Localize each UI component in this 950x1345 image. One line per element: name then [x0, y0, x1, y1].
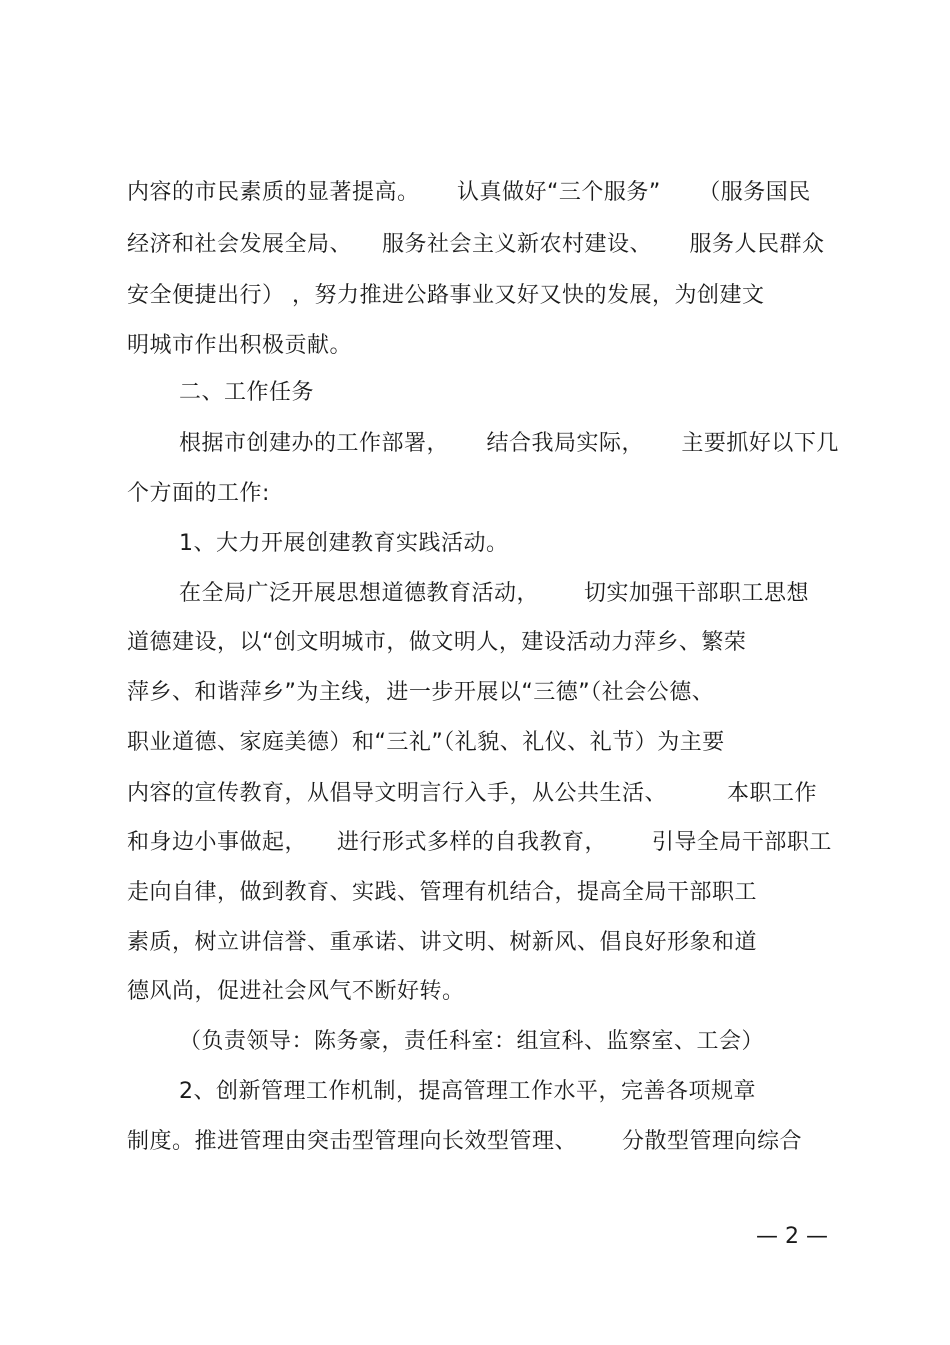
- section-heading: 二、工作任务: [179, 380, 315, 405]
- text-line-9: 在全局广泛开展思想道德教育活动， 切实加强干部职工思想: [179, 581, 809, 606]
- responsibility-note: （负责领导：陈务豪，责任科室：组宣科、监察室、工会）: [179, 1029, 765, 1054]
- item-heading-1: 1、大力开展创建教育实践活动。: [179, 531, 509, 556]
- text-line-12: 职业道德、家庭美德）和“三礼”（礼貌、礼仪、礼节）为主要: [127, 730, 725, 755]
- text-line-1: 内容的市民素质的显著提高。 认真做好“三个服务” （服务国民: [127, 180, 811, 205]
- text-line-17: 德风尚，促进社会风气不断好转。: [127, 979, 465, 1004]
- text-line-2: 经济和社会发展全局、 服务社会主义新农村建设、 服务人民群众: [127, 232, 825, 257]
- text-line-3: 安全便捷出行） ，努力推进公路事业又好又快的发展，为创建文: [127, 283, 765, 308]
- text-line-15: 走向自律，做到教育、实践、管理有机结合，提高全局干部职工: [127, 880, 758, 905]
- text-line-6: 根据市创建办的工作部署， 结合我局实际， 主要抓好以下几: [179, 431, 839, 456]
- text-line-14: 和身边小事做起， 进行形式多样的自我教育， 引导全局干部职工: [127, 830, 832, 855]
- text-line-13: 内容的宣传教育，从倡导文明言行入手，从公共生活、 本职工作: [127, 781, 817, 806]
- text-line-4: 明城市作出积极贡献。: [127, 333, 353, 358]
- text-line-20: 制度。推进管理由突击型管理向长效型管理、 分散型管理向综合: [127, 1129, 802, 1154]
- text-line-16: 素质，树立讲信誉、重承诺、讲文明、树新风、倡良好形象和道: [127, 930, 758, 955]
- text-line-11: 萍乡、和谐萍乡”为主线，进一步开展以“三德”（社会公德、: [127, 680, 715, 705]
- text-line-7: 个方面的工作:: [127, 481, 270, 506]
- page-number: — 2 —: [756, 1224, 828, 1249]
- item-heading-2: 2、创新管理工作机制，提高管理工作水平，完善各项规章: [179, 1079, 756, 1104]
- text-line-10: 道德建设，以“创文明城市，做文明人，建设活动力萍乡、繁荣: [127, 630, 747, 655]
